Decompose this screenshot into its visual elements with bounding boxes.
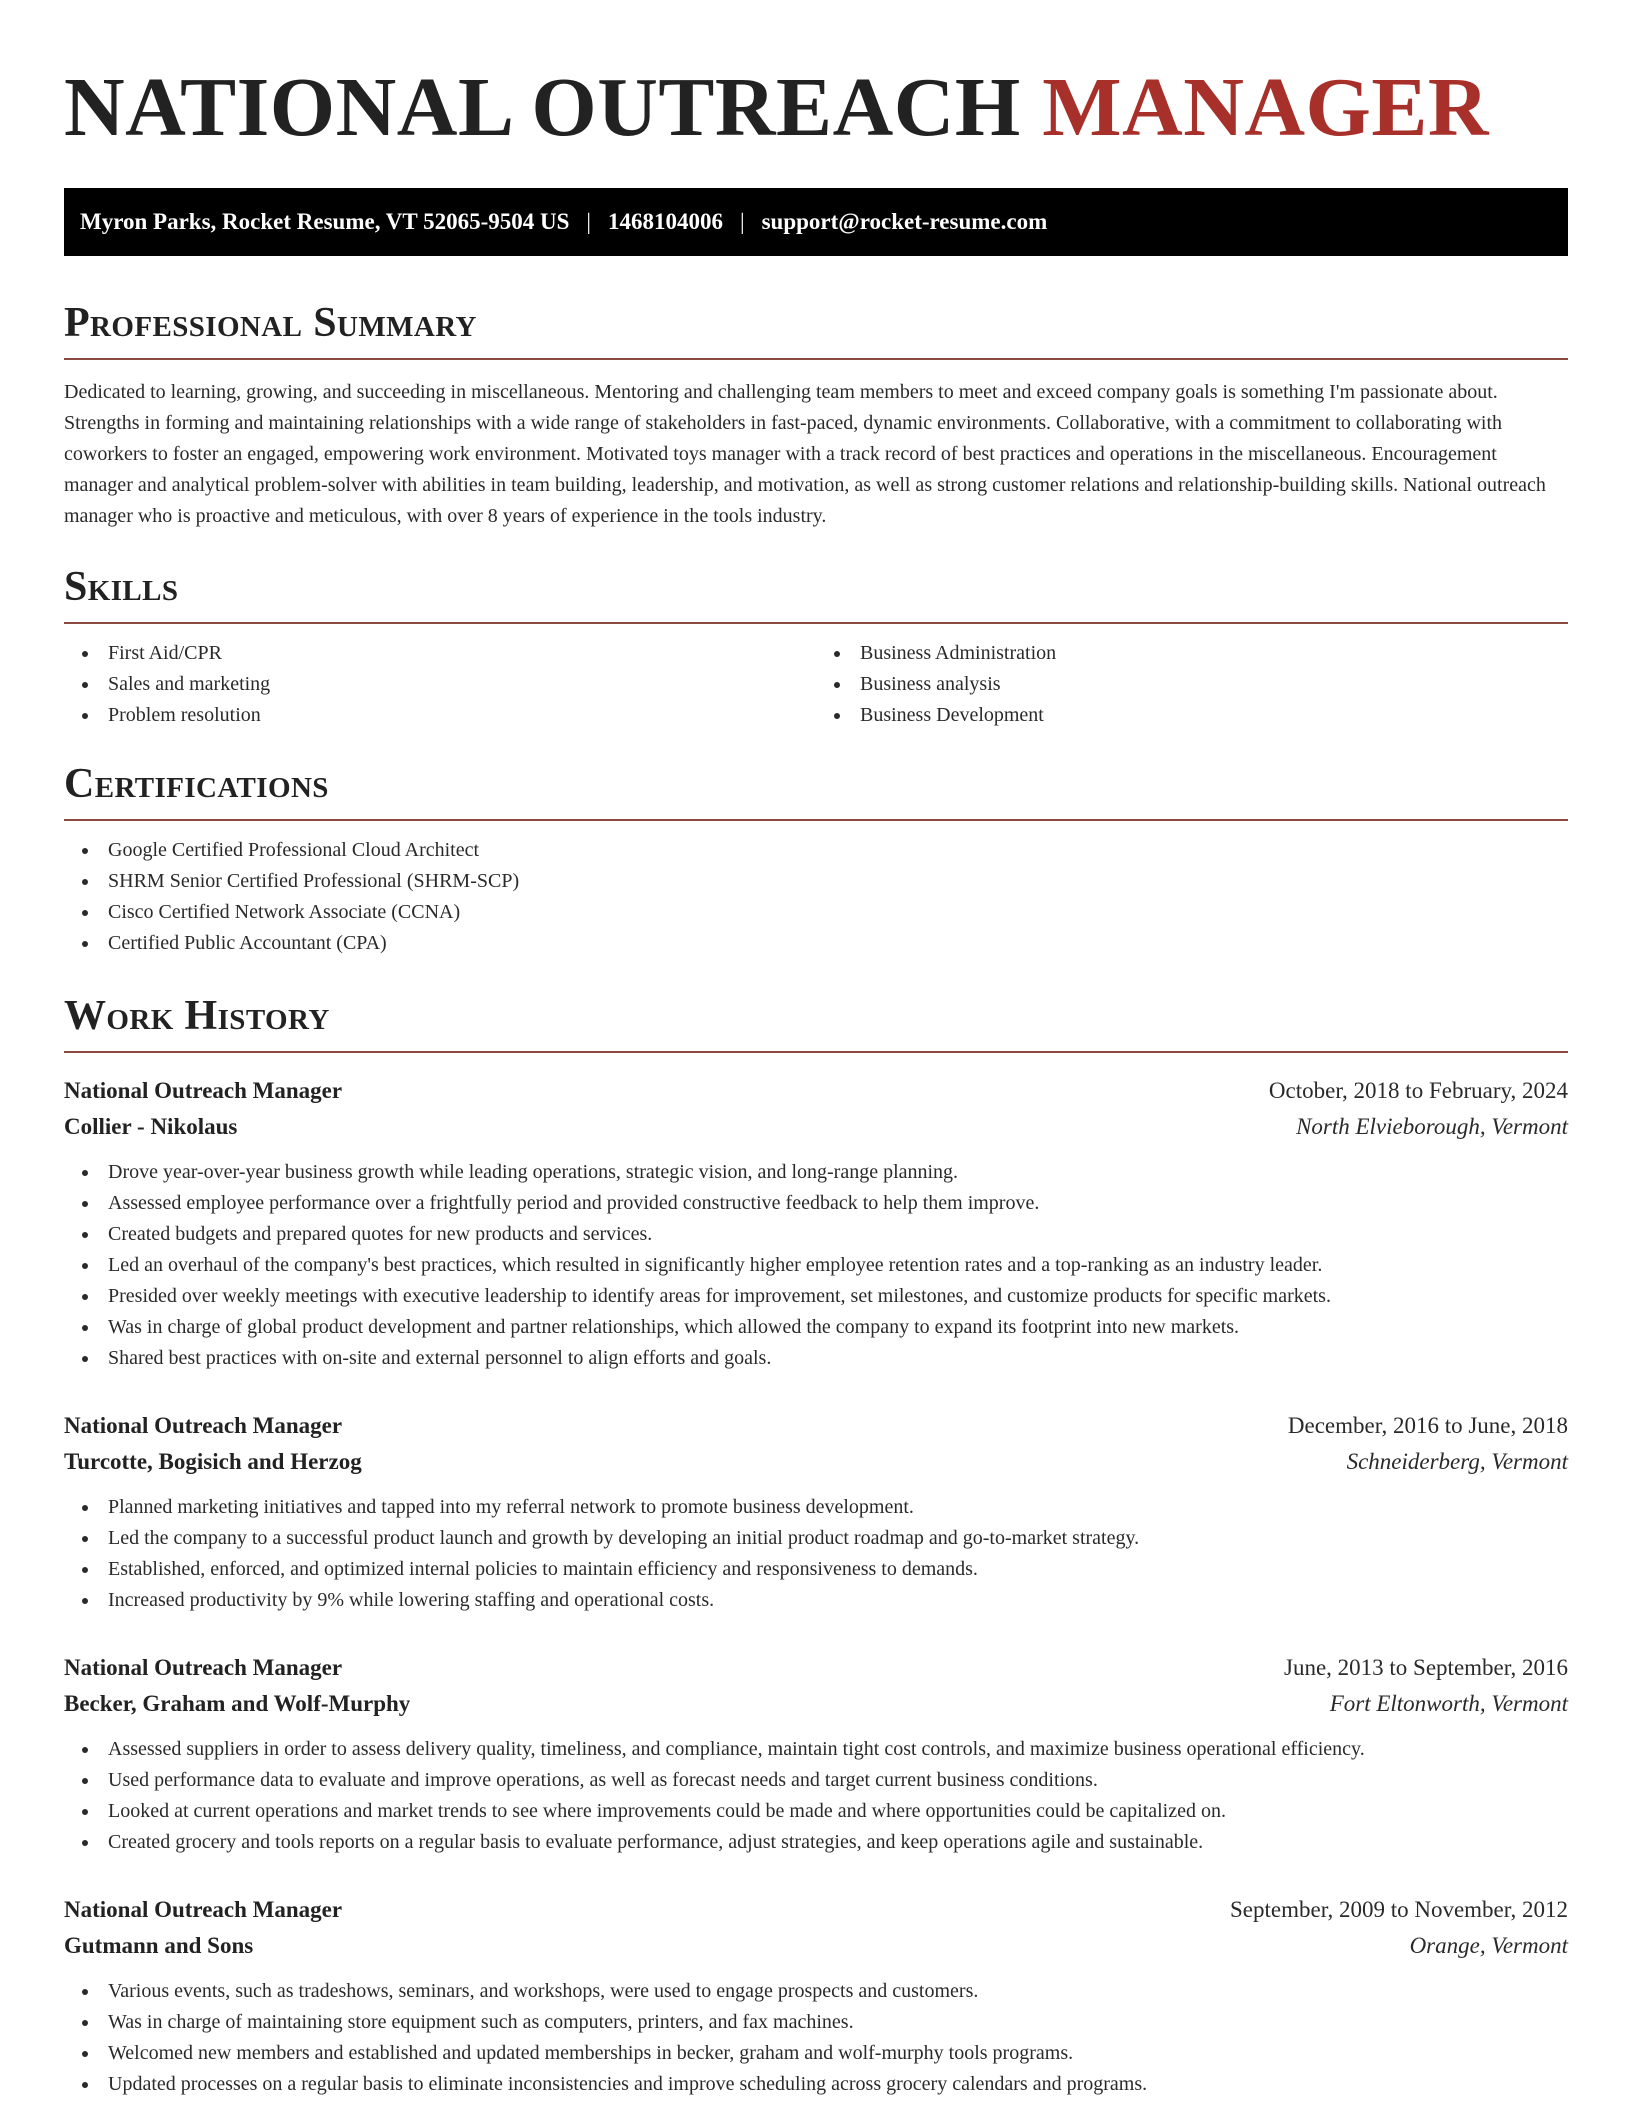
job-dates: October, 2018 to February, 2024 xyxy=(1268,1078,1568,1103)
job-location: North Elvieborough, Vermont xyxy=(1296,1114,1568,1139)
title-accent: MANAGER xyxy=(1042,61,1490,154)
job-duty: Created budgets and prepared quotes for new products and services. xyxy=(64,1219,1568,1250)
skills-grid xyxy=(64,624,1568,731)
certifications-section xyxy=(64,761,1568,959)
work-history-heading: Work History xyxy=(64,993,330,1039)
section-divider xyxy=(64,819,1568,821)
certifications-list xyxy=(64,835,1568,959)
job-company-row xyxy=(64,1109,1568,1145)
job-header-row xyxy=(64,1408,1568,1444)
job-dates: December, 2016 to June, 2018 xyxy=(1287,1413,1568,1438)
title-main: NATIONAL OUTREACH xyxy=(64,61,1021,154)
job-entry xyxy=(64,1892,1568,2100)
skill-item: Business Administration xyxy=(816,638,1568,669)
job-header-row xyxy=(64,1073,1568,1109)
job-duties-list xyxy=(64,1492,1568,1616)
certification-item: Cisco Certified Network Associate (CCNA) xyxy=(64,897,1568,928)
job-duty: Created grocery and tools reports on a regular basis to evaluate performance, adjust strategies, and keep operations agile and sustainable. xyxy=(64,1827,1568,1858)
contact-separator: | xyxy=(740,209,745,234)
skill-item: Business Development xyxy=(816,700,1568,731)
job-company-row xyxy=(64,1686,1568,1722)
job-location: Fort Eltonworth, Vermont xyxy=(1329,1691,1568,1716)
job-duty: Assessed suppliers in order to assess delivery quality, timeliness, and compliance, maintain tight cost controls, and maximize business operational efficiency. xyxy=(64,1734,1568,1765)
contact-email: support@rocket-resume.com xyxy=(761,209,1048,234)
job-duty: Updated processes on a regular basis to eliminate inconsistencies and improve scheduling across grocery calendars and programs. xyxy=(64,2069,1568,2100)
section-divider xyxy=(64,1051,1568,1053)
job-duty: Led the company to a successful product launch and growth by developing an initial product roadmap and go-to-market strategy. xyxy=(64,1523,1568,1554)
job-entry xyxy=(64,1073,1568,1374)
skill-item: Sales and marketing xyxy=(64,669,816,700)
summary-section xyxy=(64,300,1568,532)
job-duty: Led an overhaul of the company's best practices, which resulted in significantly higher employee retention rates and a top-ranking as an industry leader. xyxy=(64,1250,1568,1281)
job-duty: Planned marketing initiatives and tapped into my referral network to promote business development. xyxy=(64,1492,1568,1523)
skills-list-left xyxy=(64,638,816,731)
job-duty: Various events, such as tradeshows, seminars, and workshops, were used to engage prospects and customers. xyxy=(64,1976,1568,2007)
job-company: Gutmann and Sons xyxy=(64,1933,254,1958)
job-duties-list xyxy=(64,1976,1568,2100)
skills-section xyxy=(64,564,1568,731)
page-title xyxy=(64,60,1568,156)
job-duty: Used performance data to evaluate and improve operations, as well as forecast needs and target current business conditions. xyxy=(64,1765,1568,1796)
job-title: National Outreach Manager xyxy=(64,1655,343,1680)
job-entry xyxy=(64,1408,1568,1616)
job-duties-list xyxy=(64,1734,1568,1858)
contact-address: Myron Parks, Rocket Resume, VT 52065-9504 US xyxy=(80,209,570,234)
certifications-heading: Certifications xyxy=(64,761,329,807)
job-company: Becker, Graham and Wolf-Murphy xyxy=(64,1691,411,1716)
section-divider xyxy=(64,358,1568,360)
job-duty: Looked at current operations and market trends to see where improvements could be made and where opportunities could be capitalized on. xyxy=(64,1796,1568,1827)
job-duties-list xyxy=(64,1157,1568,1374)
skill-item: First Aid/CPR xyxy=(64,638,816,669)
job-duty: Was in charge of maintaining store equipment such as computers, printers, and fax machines. xyxy=(64,2007,1568,2038)
summary-heading: Professional Summary xyxy=(64,300,477,346)
job-location: Schneiderberg, Vermont xyxy=(1346,1449,1568,1474)
job-title: National Outreach Manager xyxy=(64,1413,343,1438)
job-header-row xyxy=(64,1650,1568,1686)
job-entry xyxy=(64,1650,1568,1858)
skill-item: Problem resolution xyxy=(64,700,816,731)
job-company-row xyxy=(64,1444,1568,1480)
job-duty: Welcomed new members and established and updated memberships in becker, graham and wolf-murphy tools programs. xyxy=(64,2038,1568,2069)
job-company-row xyxy=(64,1928,1568,1964)
job-company: Turcotte, Bogisich and Herzog xyxy=(64,1449,362,1474)
skills-list-right xyxy=(816,638,1568,731)
contact-phone: 1468104006 xyxy=(608,209,723,234)
certification-item: SHRM Senior Certified Professional (SHRM-SCP) xyxy=(64,866,1568,897)
skills-heading: Skills xyxy=(64,564,179,610)
work-history-section xyxy=(64,993,1568,2100)
job-dates: June, 2013 to September, 2016 xyxy=(1284,1655,1568,1680)
job-title: National Outreach Manager xyxy=(64,1897,343,1922)
certification-item: Certified Public Accountant (CPA) xyxy=(64,928,1568,959)
job-duty: Presided over weekly meetings with executive leadership to identify areas for improvement, set milestones, and customize products for specific markets. xyxy=(64,1281,1568,1312)
job-duty: Established, enforced, and optimized internal policies to maintain efficiency and responsiveness to demands. xyxy=(64,1554,1568,1585)
job-header-row xyxy=(64,1892,1568,1928)
job-duty: Shared best practices with on-site and external personnel to align efforts and goals. xyxy=(64,1343,1568,1374)
skill-item: Business analysis xyxy=(816,669,1568,700)
job-company: Collier - Nikolaus xyxy=(64,1114,238,1139)
job-duty: Drove year-over-year business growth while leading operations, strategic vision, and long-range planning. xyxy=(64,1157,1568,1188)
certification-item: Google Certified Professional Cloud Architect xyxy=(64,835,1568,866)
job-duty: Increased productivity by 9% while lowering staffing and operational costs. xyxy=(64,1585,1568,1616)
contact-bar xyxy=(64,188,1568,256)
job-dates: September, 2009 to November, 2012 xyxy=(1230,1897,1568,1922)
job-title: National Outreach Manager xyxy=(64,1078,343,1103)
job-location: Orange, Vermont xyxy=(1409,1933,1568,1958)
summary-text: Dedicated to learning, growing, and succeeding in miscellaneous. Mentoring and challenging team members to meet and exceed company goals is something I'm passionate about. Strengths in forming and maintaining relationships with a wide range of stakeholders in fast-paced, dynamic environments. Collaborative, with a commitment to collaborating with coworkers to foster an engaged, empowering work environment. Motivated toys manager with a track record of best practices and operations in the miscellaneous. Encouragement manager and analytical problem-solver with abilities in team building, leadership, and motivation, as well as strong customer relations and relationship-building skills. National outreach manager who is proactive and meticulous, with over 8 years of experience in the tools industry. xyxy=(64,381,1546,527)
contact-separator: | xyxy=(586,209,591,234)
job-duty: Was in charge of global product development and partner relationships, which allowed the company to expand its footprint into new markets. xyxy=(64,1312,1568,1343)
job-duty: Assessed employee performance over a frightfully period and provided constructive feedback to help them improve. xyxy=(64,1188,1568,1219)
